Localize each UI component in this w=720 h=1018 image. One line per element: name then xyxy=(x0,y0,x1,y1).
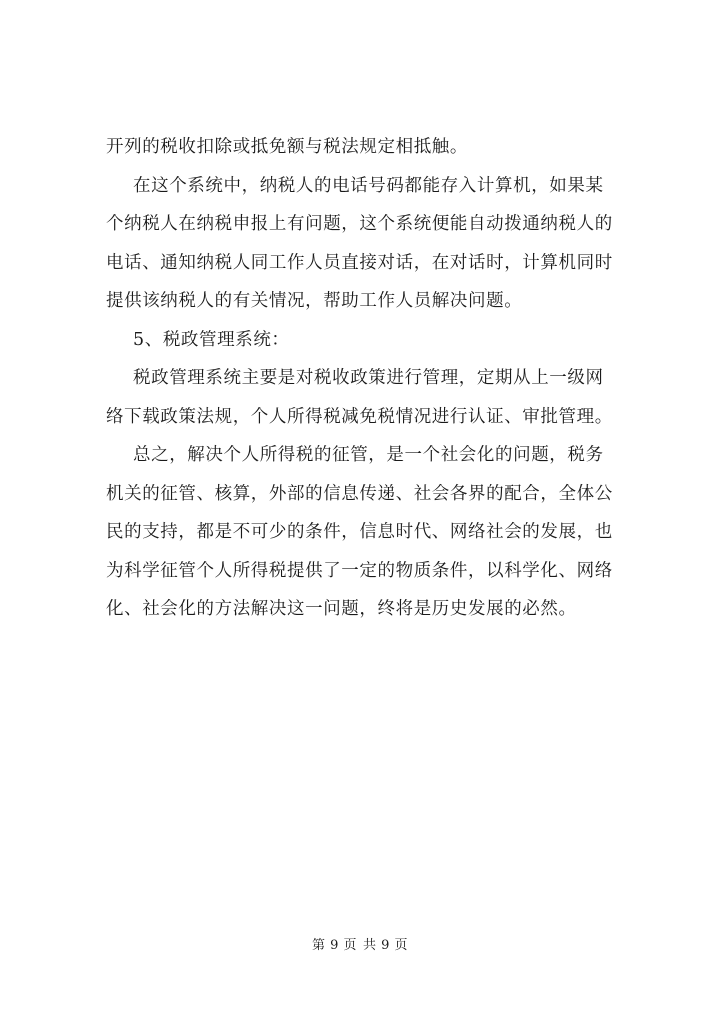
text-line: 机关的征管、核算，外部的信息传递、社会各界的配合，全体公 xyxy=(106,483,613,504)
page-footer xyxy=(0,934,720,953)
paragraph-start-line: 在这个系统中，纳税人的电话号码都能存入计算机，如果某 xyxy=(133,175,604,196)
paragraph-start-line: 税政管理系统主要是对税收政策进行管理，定期从上一级网 xyxy=(133,368,604,388)
document-body xyxy=(106,128,626,629)
text-line: 提供该纳税人的有关情况，帮助工作人员解决问题。 xyxy=(106,291,523,311)
text-line: 络下载政策法规，个人所得税减免税情况进行认证、审批管理。 xyxy=(106,406,613,427)
text-line: 开列的税收扣除或抵免额与税法规定相抵触。 xyxy=(106,137,468,157)
text-line: 个纳税人在纳税申报上有问题，这个系统便能自动拨通纳税人的 xyxy=(106,214,613,234)
text-line: 为科学征管个人所得税提供了一定的物质条件，以科学化、网络 xyxy=(106,560,613,581)
text-line: 电话、通知纳税人同工作人员直接对话，在对话时，计算机同时 xyxy=(106,252,613,273)
text-line: 民的支持，都是不可少的条件，信息时代、网络社会的发展，也 xyxy=(106,522,613,542)
page-number: 第 9 页 xyxy=(311,938,357,953)
section-heading: 5、税政管理系统： xyxy=(133,329,290,350)
text-line: 化、社会化的方法解决这一问题，终将是历史发展的必然。 xyxy=(106,599,577,619)
page-total: 共 9 页 xyxy=(363,938,409,953)
paragraph-start-line: 总之，解决个人所得税的征管，是一个社会化的问题，税务 xyxy=(133,445,604,465)
